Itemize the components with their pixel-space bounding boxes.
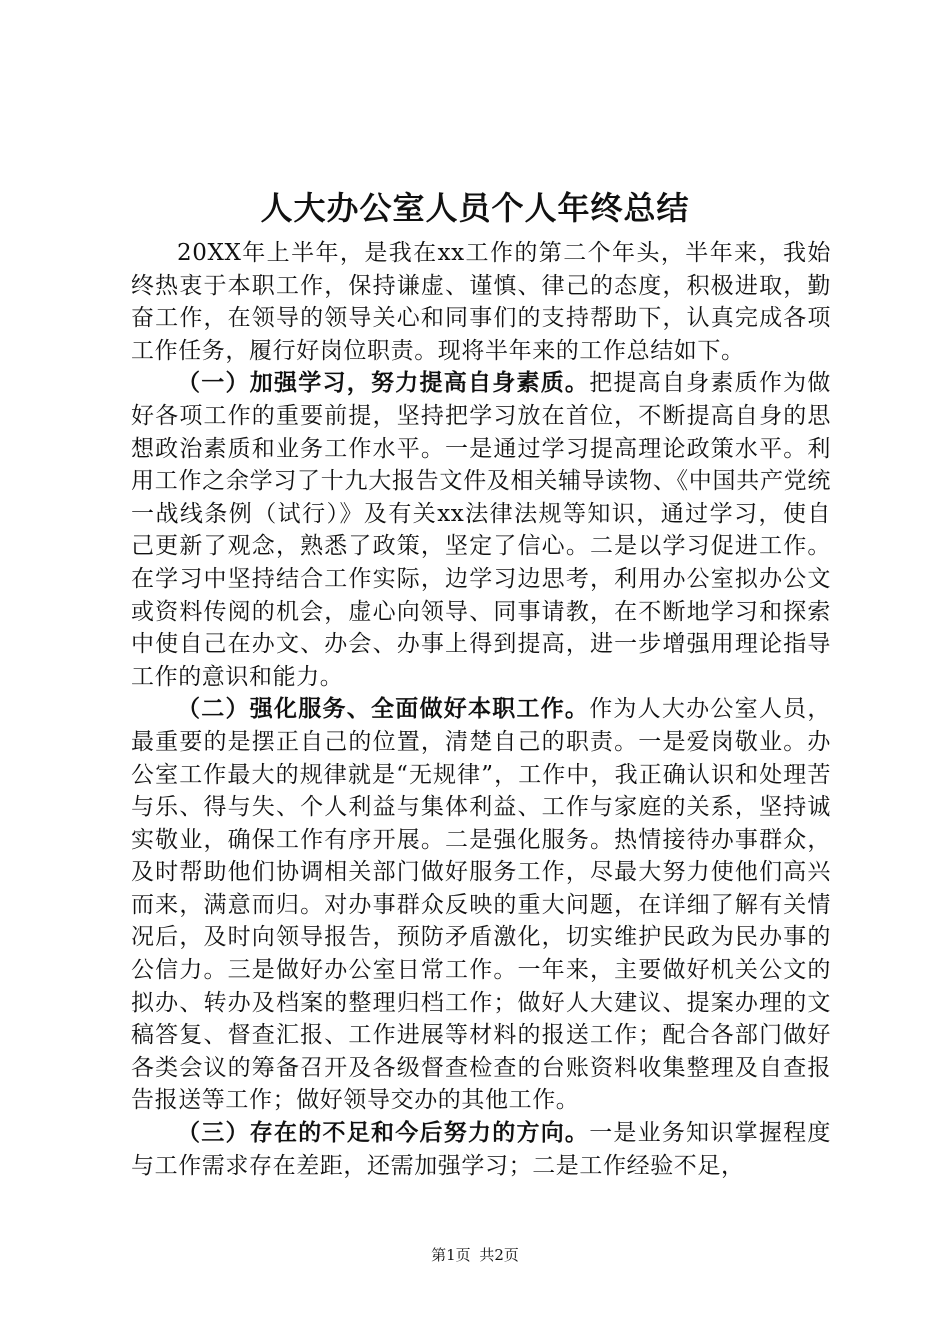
section-3-text: 一是业务知识掌握程度与工作需求存在差距，还需加强学习；二是工作经验不足， (131, 1120, 832, 1179)
paragraph-text: 20XX年上半年，是我在xx工作的第二个年头，半年来，我始终热衷于本职工作，保持谦虚、谨慎、律己的态度，积极进取，勤奋工作，在领导的领导关心和同事们的支持帮助下，认真完成各项工作任务，履行好岗位职责。现将半年来的工作总结如下。 (131, 240, 831, 364)
section-2-text: 作为人大办公室人员，最重要的是摆正自己的位置，清楚自己的职责。一是爱岗敬业。办公室工作最大的规律就是“无规律”，工作中，我正确认识和处理苦与乐、得与失、个人利益与集体利益、工作与家庭的关系，坚持诚实敬业，确保工作有序开展。二是强化服务。热情接待办事群众，及时帮助他们协调相关部门做好服务工作，尽最大努力使他们高兴而来，满意而归。对办事群众反映的重大问题，在详细了解有关情况后，及时向领导报告，预防矛盾激化，切实维护民政为民办事的公信力。三是做好办公室日常工作。一年来，主要做好机关公文的拟办、转办及档案的整理归档工作；做好人大建议、提案办理的文稿答复、督查汇报、工作进展等材料的报送工作；配合各部门做好各类会议的筹备召开及各级督查检查的台账资料收集整理及自查报告报送等工作；做好领导交办的其他工作。 (131, 696, 832, 1114)
page-total: 共2页 (479, 1246, 519, 1264)
section-1-heading: （一）加强学习，努力提高自身素质。 (177, 369, 590, 397)
page-number: 第1页 (431, 1246, 471, 1264)
section-2-paragraph (131, 693, 831, 1117)
section-1-text: 把提高自身素质作为做好各项工作的重要前提，坚持把学习放在首位，不断提高自身的思想政治素质和业务工作水平。一是通过学习提高理论政策水平。利用工作之余学习了十九大报告文件及相关辅导读物、《中国共产党统一战线条例（试行）》及有关xx法律法规等知识，通过学习，使自己更新了观念，熟悉了政策，坚定了信心。二是以学习促进工作。在学习中坚持结合工作实际，边学习边思考，利用办公室拟办公文或资料传阅的机会，虚心向领导、同事请教，在不断地学习和探索中使自己在办文、办会、办事上得到提高，进一步增强用理论指导工作的意识和能力。 (131, 370, 832, 690)
page-footer (0, 1245, 950, 1265)
document-body (131, 237, 831, 1182)
document-title: 人大办公室人员个人年终总结 (260, 189, 690, 227)
section-3-heading: （三）存在的不足和今后努力的方向。 (177, 1119, 590, 1147)
section-2-heading: （二）强化服务、全面做好本职工作。 (177, 695, 590, 723)
section-3-paragraph (131, 1117, 831, 1182)
section-1-paragraph (131, 367, 831, 693)
intro-paragraph (131, 237, 831, 367)
